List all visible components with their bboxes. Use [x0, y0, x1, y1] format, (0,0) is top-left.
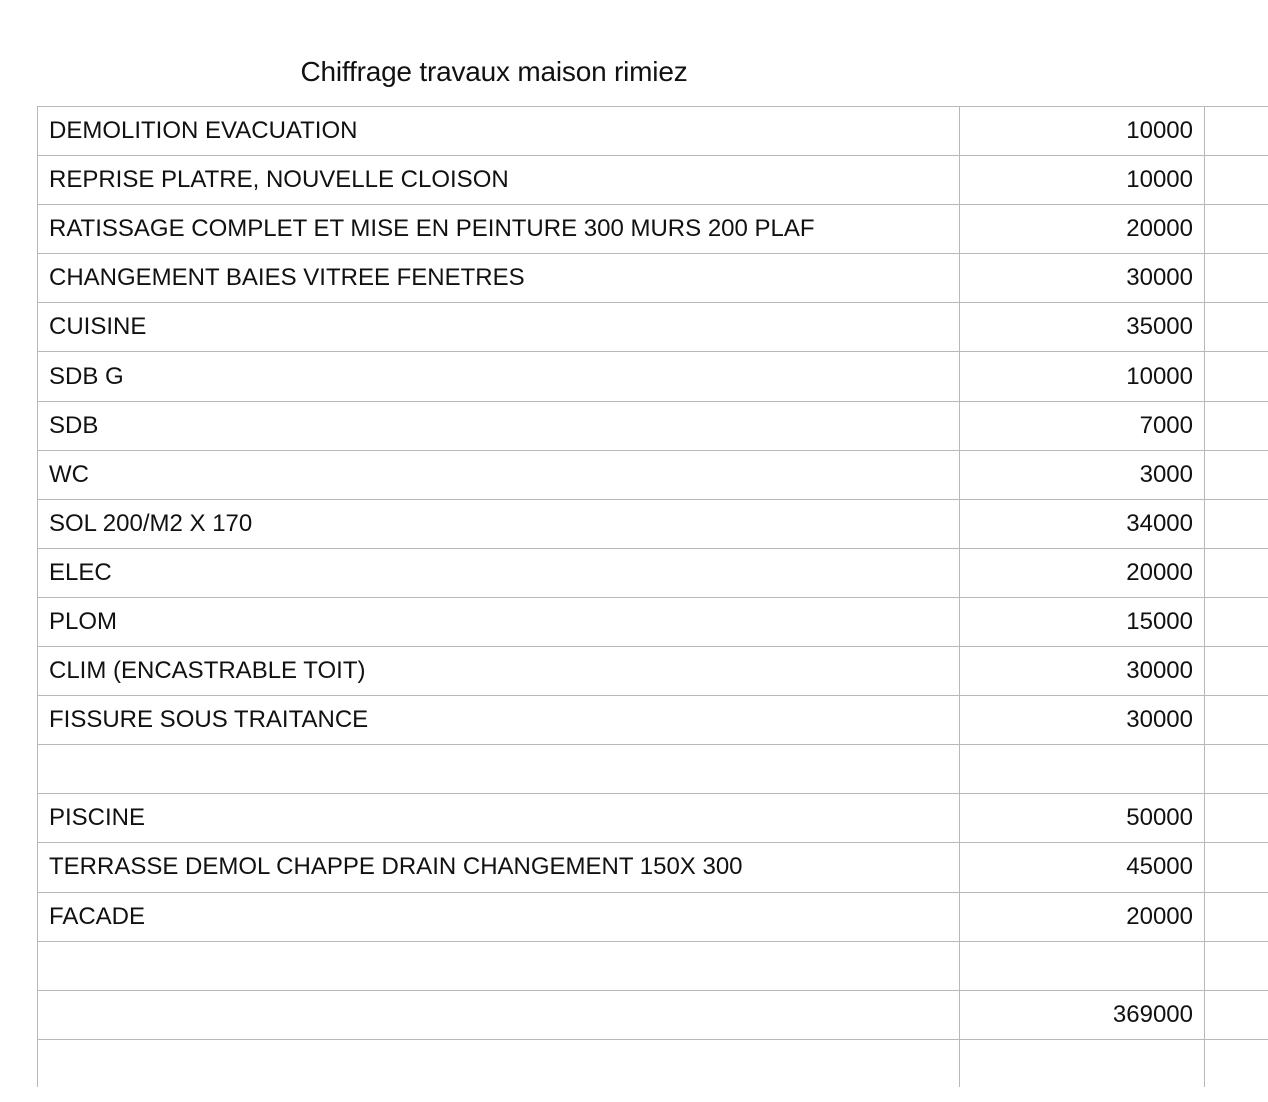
item-label-cell[interactable]: SDB G [38, 352, 960, 401]
empty-cell[interactable] [1205, 303, 1268, 352]
item-amount-cell[interactable]: 50000 [960, 794, 1205, 843]
empty-cell[interactable] [1205, 892, 1268, 941]
empty-cell[interactable] [1205, 794, 1268, 843]
empty-cell[interactable] [1205, 990, 1268, 1039]
empty-cell[interactable] [1205, 745, 1268, 794]
sheet-title [0, 52, 1268, 92]
item-label-cell[interactable]: RATISSAGE COMPLET ET MISE EN PEINTURE 300 MURS 200 PLAF [38, 205, 960, 254]
item-label-cell[interactable]: WC [38, 450, 960, 499]
table-row [38, 843, 1268, 892]
item-label-cell[interactable]: FISSURE SOUS TRAITANCE [38, 696, 960, 745]
item-label-cell[interactable] [38, 1039, 960, 1087]
item-amount-cell[interactable]: 10000 [960, 352, 1205, 401]
cost-table-body [38, 107, 1268, 1088]
table-row [38, 794, 1268, 843]
item-amount-cell[interactable]: 10000 [960, 107, 1205, 156]
item-label-cell[interactable]: CUISINE [38, 303, 960, 352]
item-amount-cell[interactable]: 3000 [960, 450, 1205, 499]
empty-cell[interactable] [1205, 597, 1268, 646]
item-amount-cell[interactable]: 15000 [960, 597, 1205, 646]
item-label-cell[interactable]: PLOM [38, 597, 960, 646]
empty-cell[interactable] [1205, 254, 1268, 303]
item-amount-cell[interactable]: 20000 [960, 205, 1205, 254]
table-row [38, 401, 1268, 450]
empty-cell[interactable] [1205, 352, 1268, 401]
item-amount-cell[interactable] [960, 1039, 1205, 1087]
empty-cell[interactable] [1205, 107, 1268, 156]
empty-cell[interactable] [1205, 205, 1268, 254]
empty-cell[interactable] [1205, 647, 1268, 696]
item-amount-cell[interactable] [960, 941, 1205, 990]
table-row [38, 303, 1268, 352]
item-label-cell[interactable]: CLIM (ENCASTRABLE TOIT) [38, 647, 960, 696]
table-row [38, 647, 1268, 696]
item-amount-cell[interactable]: 30000 [960, 647, 1205, 696]
item-amount-cell[interactable]: 369000 [960, 990, 1205, 1039]
empty-cell[interactable] [1205, 450, 1268, 499]
table-row [38, 1039, 1268, 1087]
item-amount-cell[interactable]: 7000 [960, 401, 1205, 450]
item-label-cell[interactable] [38, 745, 960, 794]
table-row [38, 352, 1268, 401]
table-row [38, 745, 1268, 794]
item-label-cell[interactable]: DEMOLITION EVACUATION [38, 107, 960, 156]
table-row [38, 254, 1268, 303]
table-row [38, 892, 1268, 941]
cost-table [37, 106, 1268, 1087]
item-label-cell[interactable]: FACADE [38, 892, 960, 941]
empty-cell[interactable] [1205, 696, 1268, 745]
table-row [38, 156, 1268, 205]
item-amount-cell[interactable]: 45000 [960, 843, 1205, 892]
empty-cell[interactable] [1205, 843, 1268, 892]
table-row [38, 107, 1268, 156]
empty-cell[interactable] [1205, 548, 1268, 597]
item-amount-cell[interactable]: 20000 [960, 892, 1205, 941]
item-amount-cell[interactable] [960, 745, 1205, 794]
item-amount-cell[interactable]: 10000 [960, 156, 1205, 205]
item-label-cell[interactable]: PISCINE [38, 794, 960, 843]
item-label-cell[interactable]: REPRISE PLATRE, NOUVELLE CLOISON [38, 156, 960, 205]
table-row [38, 499, 1268, 548]
item-label-cell[interactable] [38, 941, 960, 990]
item-amount-cell[interactable]: 34000 [960, 499, 1205, 548]
table-row [38, 450, 1268, 499]
item-amount-cell[interactable]: 35000 [960, 303, 1205, 352]
table-row [38, 548, 1268, 597]
item-label-cell[interactable]: SOL 200/M2 X 170 [38, 499, 960, 548]
item-label-cell[interactable]: TERRASSE DEMOL CHAPPE DRAIN CHANGEMENT 150X 300 [38, 843, 960, 892]
table-row [38, 990, 1268, 1039]
sheet-title-text: Chiffrage travaux maison rimiez [300, 56, 688, 87]
item-amount-cell[interactable]: 30000 [960, 254, 1205, 303]
empty-cell[interactable] [1205, 1039, 1268, 1087]
empty-cell[interactable] [1205, 941, 1268, 990]
empty-cell[interactable] [1205, 401, 1268, 450]
empty-cell[interactable] [1205, 156, 1268, 205]
table-row [38, 597, 1268, 646]
item-label-cell[interactable]: CHANGEMENT BAIES VITREE FENETRES [38, 254, 960, 303]
item-label-cell[interactable]: ELEC [38, 548, 960, 597]
item-amount-cell[interactable]: 20000 [960, 548, 1205, 597]
table-row [38, 205, 1268, 254]
item-label-cell[interactable] [38, 990, 960, 1039]
item-amount-cell[interactable]: 30000 [960, 696, 1205, 745]
empty-cell[interactable] [1205, 499, 1268, 548]
table-row [38, 696, 1268, 745]
table-row [38, 941, 1268, 990]
item-label-cell[interactable]: SDB [38, 401, 960, 450]
